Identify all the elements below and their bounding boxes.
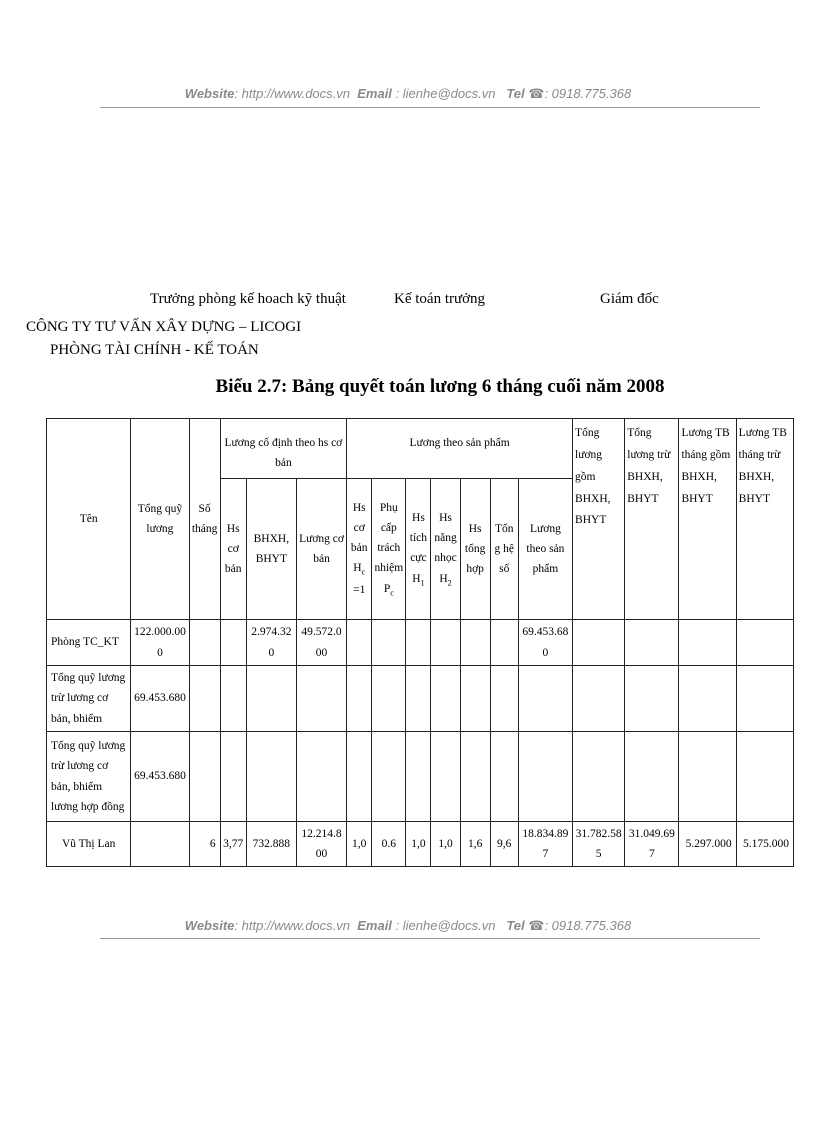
page-footer <box>0 918 816 934</box>
document-title: Biểu 2.7: Bảng quyết toán lương 6 tháng cuối năm 2008 <box>215 376 665 397</box>
header-product-salary: Lương theo sản phẩm <box>518 479 572 620</box>
cell-total-coef <box>490 732 518 822</box>
cell-base-salary <box>296 732 346 822</box>
cell-hs-base <box>220 732 246 822</box>
header-divider <box>100 107 760 108</box>
cell-hs-1: 1,0 <box>406 822 431 867</box>
cell-name: Tổng quỹ lương trừ lương cơ bản, bhiểm lương hợp đồng <box>47 732 131 822</box>
cell-total-incl: 31.782.585 <box>573 822 625 867</box>
cell-total-excl <box>625 666 679 732</box>
cell-base-salary: 12.214.800 <box>296 822 346 867</box>
cell-total-excl: 31.049.697 <box>625 822 679 867</box>
cell-bhxh: 732.888 <box>246 822 296 867</box>
cell-hs-c <box>347 666 372 732</box>
cell-hs-base: 3,77 <box>220 822 246 867</box>
cell-avg-excl <box>736 620 793 666</box>
table-row <box>47 822 794 867</box>
cell-product-salary: 18.834.897 <box>518 822 572 867</box>
signature-chief-accountant: Kế toán trưởng <box>394 291 486 307</box>
cell-total-coef <box>490 620 518 666</box>
header-allowance: Phụ cấp trách nhiệm $P_c$ <box>372 479 406 620</box>
cell-avg-excl <box>736 732 793 822</box>
cell-hs-c <box>347 732 372 822</box>
page-header <box>0 86 816 102</box>
header-hs-agility: Hs năng nhọc $H_2$ <box>431 479 460 620</box>
cell-total-incl <box>573 732 625 822</box>
cell-avg-incl: 5.297.000 <box>679 822 736 867</box>
cell-hs-1 <box>406 666 431 732</box>
footer-divider <box>100 938 760 939</box>
cell-total-fund: 69.453.680 <box>131 732 189 822</box>
cell-total-coef <box>490 666 518 732</box>
salary-settlement-table <box>46 418 794 867</box>
website-label: Website <box>184 918 235 933</box>
cell-product-salary: 69.453.680 <box>518 620 572 666</box>
website-value[interactable]: : http://www.docs.vn <box>234 918 350 933</box>
cell-base-salary: 49.572.000 <box>296 620 346 666</box>
cell-hs-2: 1,0 <box>431 822 460 867</box>
cell-hs-2 <box>431 732 460 822</box>
cell-months: 6 <box>189 822 220 867</box>
cell-avg-excl: 5.175.000 <box>736 822 793 867</box>
cell-hs-c: 1,0 <box>347 822 372 867</box>
cell-hs-1 <box>406 732 431 822</box>
cell-hs-2 <box>431 666 460 732</box>
cell-hs-combined <box>460 666 490 732</box>
cell-total-incl <box>573 620 625 666</box>
cell-total-fund: 69.453.680 <box>131 666 189 732</box>
header-hs-base-h: Hs cơ bản $H_c =1$ <box>347 479 372 620</box>
header-base-salary: Lương cơ bản <box>296 479 346 620</box>
header-months: Số tháng <box>189 419 220 620</box>
website-label: Website <box>184 86 235 101</box>
cell-allowance <box>372 732 406 822</box>
cell-allowance: 0.6 <box>372 822 406 867</box>
company-department: PHÒNG TÀI CHÍNH - KẾ TOÁN <box>50 342 259 358</box>
tel-value: ☎: 0918.775.368 <box>528 86 632 101</box>
tel-label: Tel <box>506 86 525 101</box>
cell-hs-base <box>220 620 246 666</box>
table-row <box>47 666 794 732</box>
website-value[interactable]: : http://www.docs.vn <box>234 86 350 101</box>
cell-total-excl <box>625 732 679 822</box>
cell-months <box>189 732 220 822</box>
cell-base-salary <box>296 666 346 732</box>
email-value[interactable]: : lienhe@docs.vn <box>395 86 496 101</box>
table-row <box>47 732 794 822</box>
cell-hs-c <box>347 620 372 666</box>
header-total-incl: Tổng lương gồm BHXH, BHYT <box>573 419 625 620</box>
cell-total-fund <box>131 822 189 867</box>
cell-total-coef: 9,6 <box>490 822 518 867</box>
cell-bhxh <box>246 732 296 822</box>
header-group-product: Lương theo sản phẩm <box>347 419 573 479</box>
table-header-row-1 <box>47 419 794 479</box>
header-name: Tên <box>47 419 131 620</box>
header-hs-base: Hs cơ bản <box>220 479 246 620</box>
table-row <box>47 620 794 666</box>
header-total-fund: Tổng quỹ lương <box>131 419 189 620</box>
tel-value: ☎: 0918.775.368 <box>528 918 632 933</box>
email-label: Email <box>357 918 392 933</box>
email-label: Email <box>357 86 392 101</box>
cell-hs-combined: 1,6 <box>460 822 490 867</box>
company-name: CÔNG TY TƯ VẤN XÂY DỰNG – LICOGI <box>26 319 302 335</box>
cell-product-salary <box>518 666 572 732</box>
header-hs-combined: Hs tổng hợp <box>460 479 490 620</box>
cell-allowance <box>372 666 406 732</box>
email-value[interactable]: : lienhe@docs.vn <box>395 918 496 933</box>
cell-total-excl <box>625 620 679 666</box>
cell-name: Vũ Thị Lan <box>47 822 131 867</box>
signature-director: Giám đốc <box>600 291 659 307</box>
cell-hs-2 <box>431 620 460 666</box>
cell-allowance <box>372 620 406 666</box>
cell-bhxh <box>246 666 296 732</box>
header-bhxh-bhyt: BHXH, BHYT <box>246 479 296 620</box>
cell-avg-excl <box>736 666 793 732</box>
cell-avg-incl <box>679 666 736 732</box>
tel-label: Tel <box>506 918 525 933</box>
cell-avg-incl <box>679 732 736 822</box>
cell-hs-combined <box>460 732 490 822</box>
header-hs-active: Hs tích cực $H_1$ <box>406 479 431 620</box>
cell-months <box>189 620 220 666</box>
cell-total-incl <box>573 666 625 732</box>
cell-avg-incl <box>679 620 736 666</box>
cell-bhxh: 2.974.320 <box>246 620 296 666</box>
header-avg-incl: Lương TB tháng gồm BHXH, BHYT <box>679 419 736 620</box>
signature-planning-head: Trưởng phòng kế hoach kỹ thuật <box>150 291 346 307</box>
cell-hs-combined <box>460 620 490 666</box>
cell-name: Phòng TC_KT <box>47 620 131 666</box>
cell-hs-base <box>220 666 246 732</box>
cell-hs-1 <box>406 620 431 666</box>
header-group-fixed: Lương cố định theo hs cơ bản <box>220 419 347 479</box>
header-total-coef: Tổng hệ số <box>490 479 518 620</box>
cell-total-fund: 122.000.000 <box>131 620 189 666</box>
cell-name: Tổng quỹ lương trừ lương cơ bản, bhiểm <box>47 666 131 732</box>
header-total-excl: Tổng lương trừ BHXH, BHYT <box>625 419 679 620</box>
cell-product-salary <box>518 732 572 822</box>
cell-months <box>189 666 220 732</box>
header-avg-excl: Lương TB tháng trừ BHXH, BHYT <box>736 419 793 620</box>
